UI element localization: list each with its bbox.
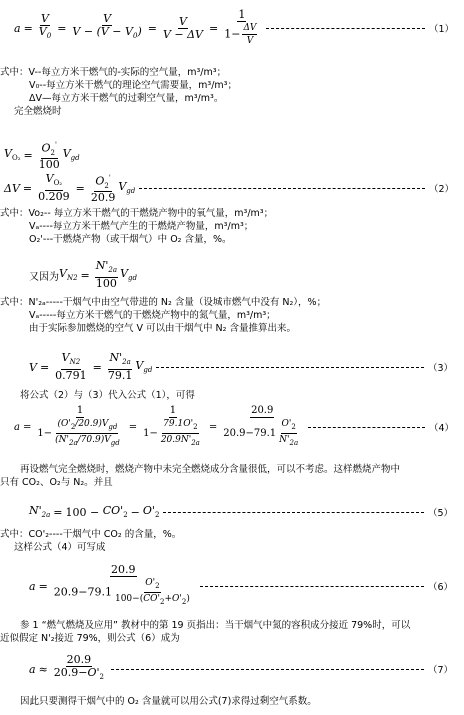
equation-leader bbox=[163, 512, 424, 513]
definitions-lead: 式中： bbox=[0, 67, 29, 78]
equation-1: a = $\frac{V}{V_0}$ = $\frac{V}{V - (V - V_0)}$ = $\frac{V}{V - \Delta V}$ = 1 1− $\frac{\Delta V}{V}$ （1） bbox=[14, 8, 454, 46]
definition-line: N'₂ₐ-----干烟气中由空气带进的 N₂ 含量（设城市燃气中没有 N₂），%； bbox=[28, 297, 327, 308]
equation-4: a = 1 1− $\frac{(O'_2/20.9)V_{gd}}{(N'_{2a}/70.9)V_{gd}}$ = 1 1− $\frac{79.1O'_2}{20.9N'_{2a}}$ = 20.9 20.9−79.1 $\frac{O'_2}{N'_{2a}}$ （4） bbox=[14, 405, 454, 447]
definitions-2 bbox=[0, 207, 273, 246]
equation-number: （7） bbox=[427, 665, 453, 676]
paragraph-line: 只有 CO₂、O₂与 N₂。并且 bbox=[0, 477, 113, 488]
definition-line: O₂'---干燃烧产物（或干烟气）中 O₂ 含量，%。 bbox=[29, 234, 232, 245]
equation-number: （1） bbox=[428, 24, 454, 35]
definition-line: Vₐ-----每立方米干燃气的干燃烧产物中的氮气量，m³/m³； bbox=[29, 310, 276, 321]
equation-3: V = $\frac{V_{N2}}{0.791}$ = $\frac{N'_{2a}}{79.1}$ $V_{gd}$ （3） bbox=[29, 351, 453, 382]
equation-5: $N'_{2a}$ = 100 − $CO'_2$ − $O'_2$ （5） bbox=[29, 504, 453, 520]
paragraph-2 bbox=[0, 619, 410, 645]
definition-line: ΔV—每立方米干燃气的过剩空气量，m³/m³。 bbox=[29, 93, 224, 104]
definition-line: V--每立方米干燃气的-实际的空气量，m³/m³； bbox=[28, 67, 227, 78]
equation-6: a = 20.9 20.9−79.1 $\frac{O'_2}{100-(CO'_2+O'_2)}$ （6） bbox=[29, 563, 453, 606]
definitions-4 bbox=[0, 528, 181, 554]
equation-2-oxygen: $V_{O_2}$ = $\frac{O_2'}{100}$ $V_{gd}$ bbox=[4, 140, 80, 172]
equation-2: ΔV = $\frac{V_{O_2}}{0.209}$ = $\frac{O_2'}{20.9}$ $V_{gd}$ （2） bbox=[4, 172, 454, 205]
definitions-lead: 式中： bbox=[0, 297, 29, 308]
equation-leader bbox=[308, 427, 425, 428]
complete-combustion-label: 完全燃烧时 bbox=[14, 106, 62, 117]
definition-line: 由于实际参加燃烧的空气 V 可以由干烟气中 N₂ 含量推算出来。 bbox=[29, 323, 296, 334]
equation-number: （5） bbox=[427, 508, 453, 519]
conclusion-text: 因此只要测得干烟气中的 O₂ 含量就可以用公式(7)求得过剩空气系数。 bbox=[20, 696, 317, 707]
equation-nitrogen: 又因为 $V_{N2}$ = $\frac{N'_{2a}}{100}$ $V_{gd}$ bbox=[29, 259, 137, 290]
definition-line: Vₐ----每立方米干燃气产生的干燃烧产物量，m³/m³； bbox=[29, 221, 254, 232]
equation-number: （4） bbox=[428, 423, 454, 434]
definitions-lead: 式中： bbox=[0, 529, 29, 540]
rewrite-text: 这样公式（4）可写成 bbox=[14, 542, 106, 553]
definition-line: V₀--每立方米干燃气的理论空气需要量，m³/m³； bbox=[29, 80, 237, 91]
definition-line: Vo₂-- 每立方米干燃气的干燃烧产物中的氧气量，m³/m³； bbox=[28, 208, 274, 219]
paragraph-line: 近似假定 N'₂接近 79%，则公式（6）成为 bbox=[0, 633, 180, 644]
paragraph-line: 再设燃气完全燃烧时，燃烧产物中未完全燃烧成分含量很低，可以不考虑。这样燃烧产物中 bbox=[20, 464, 401, 475]
definitions-1 bbox=[0, 66, 237, 118]
equation-leader bbox=[111, 669, 424, 670]
equation-number: （2） bbox=[428, 184, 454, 195]
equation-number: （6） bbox=[427, 582, 453, 593]
equation-leader bbox=[200, 586, 424, 587]
definitions-lead: 式中： bbox=[0, 208, 29, 219]
because-label: 又因为 bbox=[29, 271, 59, 283]
equation-7: a ≈ $\frac{20.9}{20.9-O'_2}$ （7） bbox=[29, 653, 453, 682]
definition-line: CO'₂----干烟气中 CO₂ 的含量，%。 bbox=[28, 529, 182, 540]
equation-leader bbox=[139, 188, 425, 189]
equation-number: （3） bbox=[427, 363, 453, 374]
definitions-3 bbox=[0, 296, 326, 335]
substitute-text: 将公式（2）与（3）代入公式（1），可得 bbox=[20, 390, 195, 401]
equation-leader bbox=[156, 367, 424, 368]
paragraph-line: 参 1 “燃气燃烧及应用” 教材中的第 19 页指出：当干烟气中氮的容积成分接近 79%时，可以 bbox=[20, 620, 411, 631]
equation-leader bbox=[266, 28, 425, 29]
paragraph-1 bbox=[0, 463, 400, 489]
